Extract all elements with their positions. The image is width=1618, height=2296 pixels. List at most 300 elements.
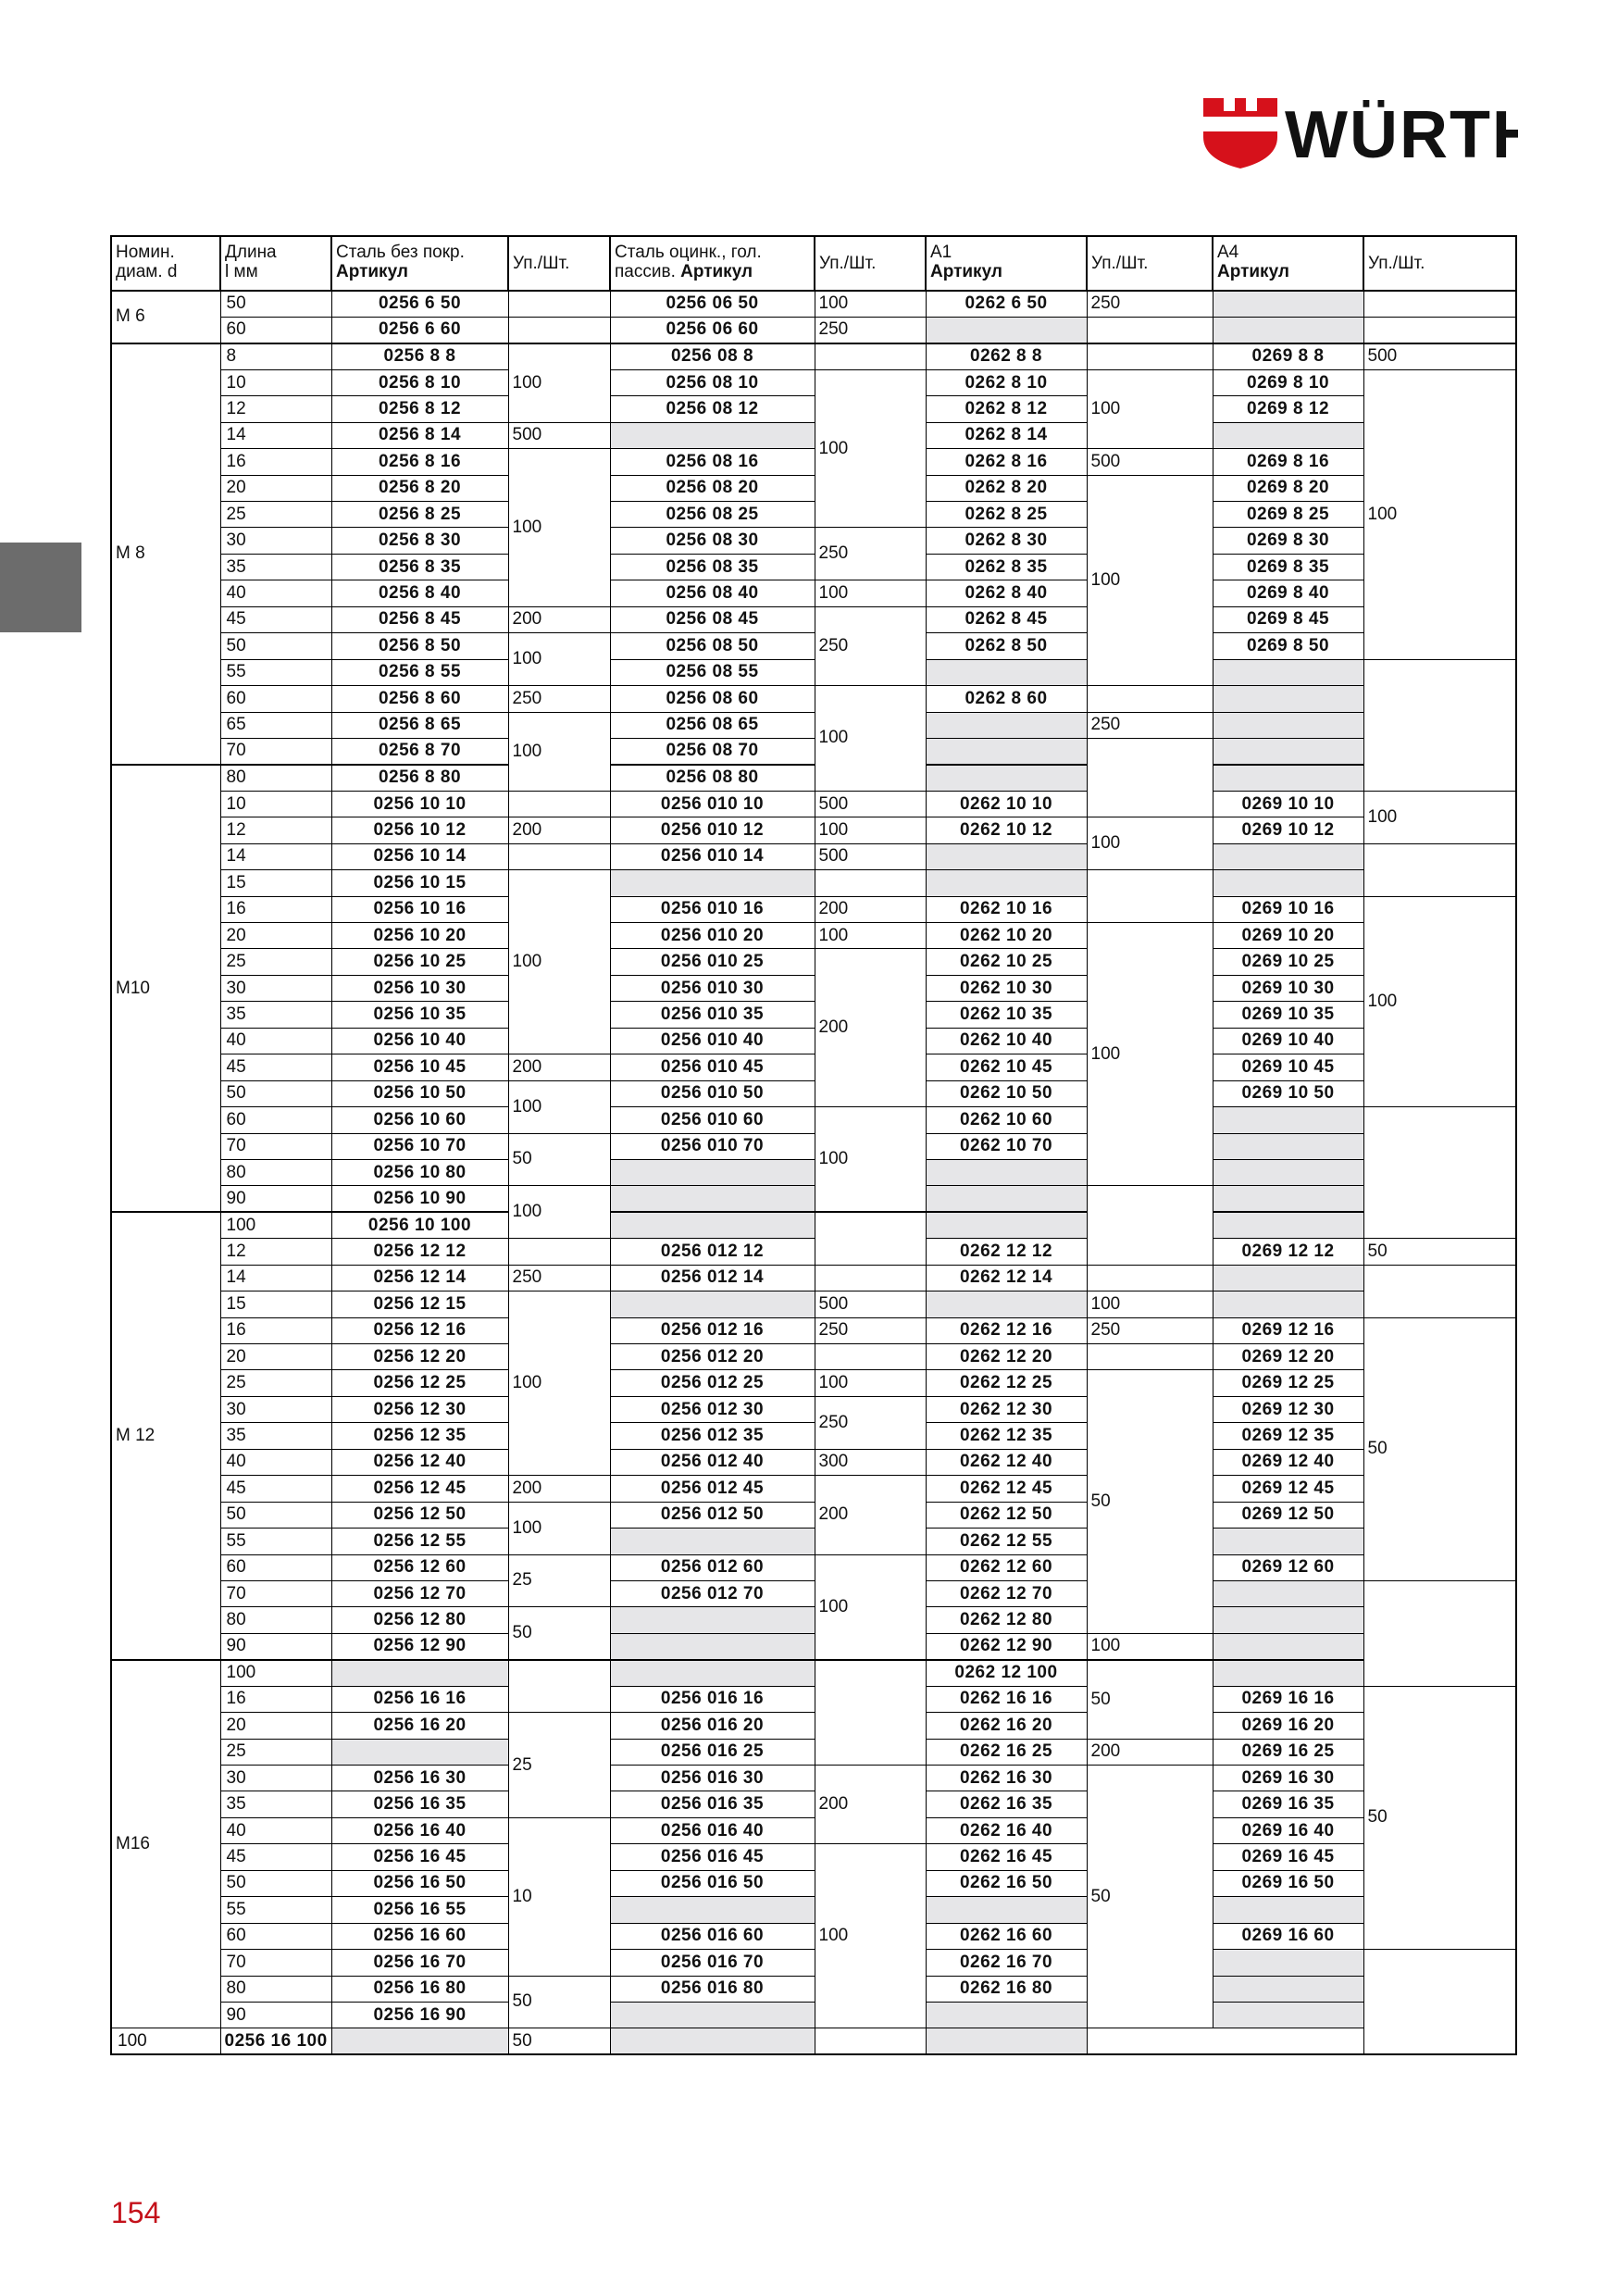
table-row <box>111 1633 1516 1659</box>
header-a4: A4 Артикул <box>1213 236 1363 291</box>
table-row <box>111 580 1516 606</box>
table-row <box>111 1133 1516 1159</box>
a4-article-cell: 0269 10 50 <box>1213 1080 1363 1106</box>
a1-article-cell: 0262 12 80 <box>926 1607 1087 1633</box>
a1-article-cell <box>926 765 1087 791</box>
length-cell: 50 <box>220 1080 331 1106</box>
steel-article-cell: 0256 8 65 <box>331 712 508 738</box>
length-cell: 40 <box>220 1028 331 1054</box>
steel-article-cell: 0256 12 45 <box>331 1476 508 1502</box>
header-length: Длина l мм <box>220 236 331 291</box>
a4-article-cell: 0269 16 16 <box>1213 1686 1363 1712</box>
steel-article-cell: 0256 16 20 <box>331 1713 508 1739</box>
zinc-article-cell: 0256 010 40 <box>610 1028 815 1054</box>
steel-article-cell: 0256 10 15 <box>331 870 508 896</box>
length-cell: 14 <box>220 843 331 869</box>
length-cell: 20 <box>220 1713 331 1739</box>
zinc-article-cell: 0256 016 40 <box>610 1817 815 1843</box>
a1-article-cell: 0262 12 60 <box>926 1554 1087 1580</box>
a4-article-cell <box>1213 1107 1363 1133</box>
a1-article-cell <box>926 659 1087 685</box>
zinc-article-cell: 0256 010 12 <box>610 817 815 843</box>
a4-article-cell: 0269 10 16 <box>1213 896 1363 922</box>
length-cell: 45 <box>220 1476 331 1502</box>
steel-article-cell: 0256 10 35 <box>331 1002 508 1028</box>
a1-article-cell <box>926 1897 1087 1923</box>
a4-article-cell: 0269 10 30 <box>1213 975 1363 1001</box>
a1-article-cell <box>926 2002 1087 2028</box>
a1-article-cell: 0262 12 55 <box>926 1529 1087 1554</box>
steel-article-cell: 0256 16 16 <box>331 1686 508 1712</box>
pack-qty-cell <box>1363 843 1516 896</box>
a4-article-cell <box>1213 1292 1363 1317</box>
length-cell: 35 <box>220 1791 331 1817</box>
pack-qty-cell: 250 <box>1087 291 1213 317</box>
table-row <box>111 1686 1516 1712</box>
pack-qty-cell: 100 <box>815 1107 926 1213</box>
table-row <box>111 1449 1516 1475</box>
a4-article-cell: 0269 8 10 <box>1213 369 1363 395</box>
a1-article-cell: 0262 12 100 <box>926 1660 1087 1686</box>
length-cell: 14 <box>220 1265 331 1291</box>
pack-qty-cell: 500 <box>815 843 926 869</box>
steel-article-cell: 0256 12 60 <box>331 1554 508 1580</box>
a1-article-cell: 0262 8 60 <box>926 686 1087 712</box>
length-cell: 16 <box>220 449 331 475</box>
pack-qty-cell: 100 <box>508 870 610 1054</box>
pack-qty-cell: 100 <box>508 633 610 686</box>
a1-article-cell <box>926 317 1087 343</box>
zinc-article-cell: 0256 010 70 <box>610 1133 815 1159</box>
pack-qty-cell: 500 <box>1087 449 1213 475</box>
steel-article-cell: 0256 16 100 <box>220 2028 331 2054</box>
pack-qty-cell: 100 <box>1087 923 1213 1186</box>
table-row <box>111 1292 1516 1317</box>
a4-article-cell <box>1213 765 1363 791</box>
steel-article-cell: 0256 10 100 <box>331 1212 508 1238</box>
table-row <box>111 949 1516 975</box>
length-cell: 55 <box>220 1529 331 1554</box>
steel-article-cell: 0256 12 12 <box>331 1239 508 1265</box>
pack-qty-cell <box>1363 1107 1516 1239</box>
steel-article-cell: 0256 12 30 <box>331 1396 508 1422</box>
a4-article-cell: 0269 12 40 <box>1213 1449 1363 1475</box>
steel-article-cell: 0256 10 12 <box>331 817 508 843</box>
a4-article-cell: 0269 12 30 <box>1213 1396 1363 1422</box>
table-row <box>111 2028 1516 2054</box>
zinc-article-cell: 0256 012 45 <box>610 1476 815 1502</box>
pack-qty-cell <box>508 317 610 343</box>
length-cell: 80 <box>220 1607 331 1633</box>
length-cell: 35 <box>220 1002 331 1028</box>
pack-qty-cell: 100 <box>815 1554 926 1660</box>
a1-article-cell: 0262 12 90 <box>926 1633 1087 1659</box>
steel-article-cell: 0256 12 14 <box>331 1265 508 1291</box>
steel-article-cell: 0256 12 25 <box>331 1370 508 1396</box>
table-row <box>111 1002 1516 1028</box>
pack-qty-cell <box>1363 1265 1516 1317</box>
pack-qty-cell: 50 <box>508 1976 610 2028</box>
a4-article-cell: 0269 12 16 <box>1213 1317 1363 1343</box>
pack-qty-cell <box>508 843 610 869</box>
zinc-article-cell: 0256 08 50 <box>610 633 815 659</box>
zinc-article-cell: 0256 08 45 <box>610 606 815 632</box>
pack-qty-cell: 100 <box>1087 1292 1213 1317</box>
a1-article-cell: 0262 12 45 <box>926 1476 1087 1502</box>
table-row <box>111 843 1516 869</box>
pack-qty-cell: 50 <box>1363 1686 1516 1949</box>
a4-article-cell <box>1213 686 1363 712</box>
zinc-article-cell: 0256 010 50 <box>610 1080 815 1106</box>
pack-qty-cell: 200 <box>508 817 610 843</box>
table-row <box>111 1766 1516 1791</box>
steel-article-cell: 0256 12 70 <box>331 1580 508 1606</box>
a1-article-cell: 0262 12 20 <box>926 1344 1087 1370</box>
pack-qty-cell <box>508 1660 610 1713</box>
steel-article-cell: 0256 8 30 <box>331 528 508 554</box>
a1-article-cell: 0262 16 45 <box>926 1844 1087 1870</box>
a4-article-cell <box>1213 870 1363 896</box>
steel-article-cell: 0256 8 40 <box>331 580 508 606</box>
pack-qty-cell: 100 <box>815 817 926 843</box>
a4-article-cell <box>1213 843 1363 869</box>
steel-article-cell: 0256 8 60 <box>331 686 508 712</box>
a1-article-cell: 0262 16 50 <box>926 1870 1087 1896</box>
a4-article-cell <box>1213 1580 1363 1606</box>
a1-article-cell: 0262 8 20 <box>926 475 1087 501</box>
a1-article-cell: 0262 16 40 <box>926 1817 1087 1843</box>
a4-article-cell <box>926 2028 1087 2054</box>
length-cell: 65 <box>220 712 331 738</box>
length-cell: 12 <box>220 396 331 422</box>
pack-qty-cell <box>1363 291 1516 317</box>
pack-qty-cell <box>508 291 610 317</box>
a4-article-cell: 0269 10 20 <box>1213 923 1363 949</box>
steel-article-cell: 0256 8 16 <box>331 449 508 475</box>
length-cell: 16 <box>220 896 331 922</box>
length-cell: 25 <box>220 1370 331 1396</box>
pack-qty-cell <box>815 870 926 896</box>
zinc-article-cell: 0256 010 60 <box>610 1107 815 1133</box>
zinc-article-cell: 0256 016 30 <box>610 1766 815 1791</box>
table-row <box>111 1976 1516 2002</box>
a4-article-cell: 0269 16 40 <box>1213 1817 1363 1843</box>
steel-article-cell: 0256 12 40 <box>331 1449 508 1475</box>
pack-qty-cell: 50 <box>1363 1239 1516 1265</box>
a4-article-cell: 0269 8 12 <box>1213 396 1363 422</box>
pack-qty-cell <box>815 1265 926 1291</box>
page-number: 154 <box>111 2196 161 2229</box>
length-cell: 8 <box>220 343 331 369</box>
steel-article-cell: 0256 8 12 <box>331 396 508 422</box>
table-row <box>111 343 1516 369</box>
steel-article-cell: 0256 10 60 <box>331 1107 508 1133</box>
pack-qty-cell <box>1087 343 1213 369</box>
pack-qty-cell: 50 <box>1087 1370 1213 1633</box>
wurth-logo <box>1203 98 1518 168</box>
zinc-article-cell: 0256 08 60 <box>610 686 815 712</box>
steel-article-cell: 0256 8 20 <box>331 475 508 501</box>
zinc-article-cell: 0256 08 16 <box>610 449 815 475</box>
zinc-article-cell: 0256 08 40 <box>610 580 815 606</box>
pack-qty-cell: 250 <box>815 1317 926 1343</box>
pack-qty-cell: 100 <box>815 686 926 792</box>
zinc-article-cell: 0256 012 40 <box>610 1449 815 1475</box>
zinc-article-cell <box>610 1529 815 1554</box>
length-cell: 90 <box>220 2002 331 2028</box>
pack-qty-cell: 250 <box>815 606 926 685</box>
pack-qty-cell: 250 <box>815 528 926 580</box>
pack-qty-cell: 500 <box>815 791 926 817</box>
length-cell: 25 <box>220 949 331 975</box>
zinc-article-cell <box>610 1159 815 1185</box>
pack-qty-cell <box>1363 317 1516 343</box>
steel-article-cell: 0256 8 50 <box>331 633 508 659</box>
length-cell: 25 <box>220 1739 331 1765</box>
a4-article-cell: 0269 8 50 <box>1213 633 1363 659</box>
pack-qty-cell: 10 <box>508 1817 610 1976</box>
pack-qty-cell: 100 <box>1363 896 1516 1107</box>
table-row <box>111 1897 1516 1923</box>
a1-article-cell <box>926 712 1087 738</box>
pack-qty-cell: 100 <box>508 1502 610 1554</box>
table-row <box>111 1844 1516 1870</box>
zinc-article-cell: 0256 010 10 <box>610 791 815 817</box>
length-cell: 100 <box>220 1212 331 1238</box>
zinc-article-cell: 0256 08 30 <box>610 528 815 554</box>
pack-qty-cell <box>1363 1950 1516 2055</box>
pack-qty-cell: 200 <box>508 1476 610 1502</box>
zinc-article-cell: 0256 016 25 <box>610 1739 815 1765</box>
steel-article-cell: 0256 8 25 <box>331 502 508 528</box>
a4-article-cell: 0269 8 8 <box>1213 343 1363 369</box>
table-row <box>111 1554 1516 1580</box>
length-cell: 20 <box>220 923 331 949</box>
a4-article-cell: 0269 16 50 <box>1213 1870 1363 1896</box>
diameter-cell: M 8 <box>111 343 220 765</box>
a4-article-cell: 0269 8 40 <box>1213 580 1363 606</box>
a4-article-cell: 0269 10 10 <box>1213 791 1363 817</box>
table-row <box>111 1423 1516 1449</box>
a4-article-cell: 0269 8 25 <box>1213 502 1363 528</box>
zinc-article-cell: 0256 016 45 <box>610 1844 815 1870</box>
steel-article-cell: 0256 12 55 <box>331 1529 508 1554</box>
a1-article-cell: 0262 12 14 <box>926 1265 1087 1291</box>
zinc-article-cell <box>610 870 815 896</box>
zinc-article-cell: 0256 016 20 <box>610 1713 815 1739</box>
a4-article-cell <box>1213 1159 1363 1185</box>
table-row <box>111 1317 1516 1343</box>
pack-qty-cell: 100 <box>508 1186 610 1239</box>
steel-article-cell: 0256 10 45 <box>331 1054 508 1080</box>
table-row <box>111 528 1516 554</box>
steel-article-cell: 0256 10 30 <box>331 975 508 1001</box>
a4-article-cell: 0269 8 20 <box>1213 475 1363 501</box>
a4-article-cell <box>1213 422 1363 448</box>
a1-article-cell: 0262 8 50 <box>926 633 1087 659</box>
a4-article-cell <box>1213 659 1363 685</box>
a1-article-cell: 0262 16 80 <box>926 1976 1087 2002</box>
product-table <box>110 235 1517 2055</box>
zinc-article-cell: 0256 08 80 <box>610 765 815 791</box>
a4-article-cell: 0269 10 45 <box>1213 1054 1363 1080</box>
length-cell: 14 <box>220 422 331 448</box>
length-cell: 55 <box>220 659 331 685</box>
a1-article-cell <box>926 1212 1087 1238</box>
length-cell: 10 <box>220 791 331 817</box>
a4-article-cell: 0269 16 60 <box>1213 1923 1363 1949</box>
zinc-article-cell: 0256 08 25 <box>610 502 815 528</box>
a4-article-cell <box>1213 1633 1363 1659</box>
zinc-article-cell <box>610 1633 815 1659</box>
table-row <box>111 870 1516 896</box>
pack-qty-cell <box>1087 738 1213 817</box>
steel-article-cell: 0256 12 90 <box>331 1633 508 1659</box>
table-row <box>111 1739 1516 1765</box>
zinc-article-cell: 0256 08 65 <box>610 712 815 738</box>
zinc-article-cell <box>610 422 815 448</box>
diameter-cell: M 6 <box>111 291 220 343</box>
pack-qty-cell <box>1363 659 1516 791</box>
a4-article-cell <box>1213 1976 1363 2002</box>
table-row <box>111 765 1516 791</box>
zinc-article-cell: 0256 012 50 <box>610 1502 815 1528</box>
a4-article-cell: 0269 8 30 <box>1213 528 1363 554</box>
steel-article-cell <box>331 1660 508 1686</box>
length-cell: 60 <box>220 686 331 712</box>
steel-article-cell: 0256 12 35 <box>331 1423 508 1449</box>
pack-qty-cell: 25 <box>508 1713 610 1818</box>
table-row <box>111 1870 1516 1896</box>
a4-article-cell <box>1213 1897 1363 1923</box>
a1-article-cell: 0262 10 16 <box>926 896 1087 922</box>
a4-article-cell: 0269 16 30 <box>1213 1766 1363 1791</box>
zinc-article-cell <box>610 1186 815 1212</box>
a1-article-cell: 0262 12 40 <box>926 1449 1087 1475</box>
steel-article-cell: 0256 10 80 <box>331 1159 508 1185</box>
a1-article-cell: 0262 10 45 <box>926 1054 1087 1080</box>
length-cell: 40 <box>220 580 331 606</box>
zinc-article-cell <box>610 1212 815 1238</box>
steel-article-cell: 0256 16 50 <box>331 1870 508 1896</box>
pack-qty-cell <box>1087 1186 1213 1265</box>
zinc-article-cell: 0256 08 8 <box>610 343 815 369</box>
steel-article-cell: 0256 16 40 <box>331 1817 508 1843</box>
pack-qty-cell: 250 <box>815 1396 926 1449</box>
length-cell: 40 <box>220 1817 331 1843</box>
pack-qty-cell: 250 <box>508 686 610 712</box>
length-cell: 70 <box>220 1950 331 1976</box>
a1-article-cell: 0262 10 30 <box>926 975 1087 1001</box>
zinc-article-cell: 0256 012 70 <box>610 1580 815 1606</box>
table-row <box>111 738 1516 764</box>
header-row <box>111 236 1516 291</box>
pack-qty-cell: 100 <box>1087 475 1213 686</box>
pack-qty-cell: 100 <box>508 449 610 607</box>
header-a1: A1 Артикул <box>926 236 1087 291</box>
pack-qty-cell: 100 <box>815 369 926 528</box>
length-cell: 70 <box>220 1133 331 1159</box>
table-row <box>111 1580 1516 1606</box>
table-row <box>111 1476 1516 1502</box>
table-row <box>111 923 1516 949</box>
a1-article-cell: 0262 12 50 <box>926 1502 1087 1528</box>
a1-article-cell: 0262 10 50 <box>926 1080 1087 1106</box>
steel-article-cell: 0256 10 14 <box>331 843 508 869</box>
steel-article-cell: 0256 16 70 <box>331 1950 508 1976</box>
pack-qty-cell <box>815 1344 926 1370</box>
a4-article-cell: 0269 8 35 <box>1213 554 1363 580</box>
pack-qty-cell: 500 <box>508 422 610 448</box>
a4-article-cell <box>1213 1265 1363 1291</box>
length-cell: 60 <box>220 1923 331 1949</box>
pack-qty-cell: 250 <box>815 317 926 343</box>
zinc-article-cell: 0256 08 35 <box>610 554 815 580</box>
pack-qty-cell: 300 <box>815 1449 926 1475</box>
zinc-article-cell: 0256 010 20 <box>610 923 815 949</box>
steel-article-cell: 0256 16 90 <box>331 2002 508 2028</box>
table-row <box>111 659 1516 685</box>
steel-article-cell: 0256 8 80 <box>331 765 508 791</box>
pack-qty-cell: 50 <box>1087 1766 1213 2028</box>
table-row <box>111 1529 1516 1554</box>
length-cell: 20 <box>220 475 331 501</box>
zinc-article-cell: 0256 012 12 <box>610 1239 815 1265</box>
zinc-article-cell: 0256 016 80 <box>610 1976 815 2002</box>
pack-qty-cell: 100 <box>815 923 926 949</box>
table-row <box>111 1028 1516 1054</box>
table-row <box>111 422 1516 448</box>
a1-article-cell: 0262 16 16 <box>926 1686 1087 1712</box>
a1-article-cell: 0262 12 70 <box>926 1580 1087 1606</box>
a4-article-cell: 0269 12 12 <box>1213 1239 1363 1265</box>
a4-article-cell: 0269 8 16 <box>1213 449 1363 475</box>
pack-qty-cell: 100 <box>1087 817 1213 870</box>
table-row <box>111 1502 1516 1528</box>
a1-article-cell: 0262 8 45 <box>926 606 1087 632</box>
a1-article-cell <box>926 1159 1087 1185</box>
pack-qty-cell: 250 <box>508 1265 610 1291</box>
table-row <box>111 396 1516 422</box>
table-row <box>111 1239 1516 1265</box>
a1-article-cell: 0262 10 70 <box>926 1133 1087 1159</box>
a1-article-cell: 0262 6 50 <box>926 291 1087 317</box>
zinc-article-cell: 0256 012 25 <box>610 1370 815 1396</box>
length-cell: 80 <box>220 1159 331 1185</box>
length-cell: 90 <box>220 1186 331 1212</box>
pack-qty-cell <box>815 2028 926 2054</box>
pack-qty-cell <box>1087 686 1213 712</box>
a1-article-cell: 0262 10 10 <box>926 791 1087 817</box>
header-diameter: Номин. диам. d <box>111 236 220 291</box>
a4-article-cell: 0269 8 45 <box>1213 606 1363 632</box>
pack-qty-cell: 50 <box>508 2028 610 2054</box>
table-row <box>111 554 1516 580</box>
pack-qty-cell: 100 <box>508 1080 610 1133</box>
a1-article-cell: 0262 16 70 <box>926 1950 1087 1976</box>
length-cell: 35 <box>220 554 331 580</box>
pack-qty-cell: 200 <box>815 1766 926 1844</box>
length-cell: 30 <box>220 975 331 1001</box>
pack-qty-cell <box>1087 1344 1213 1370</box>
zinc-article-cell: 0256 08 70 <box>610 738 815 764</box>
a1-article-cell: 0262 10 40 <box>926 1028 1087 1054</box>
steel-article-cell: 0256 16 30 <box>331 1766 508 1791</box>
table-row <box>111 712 1516 738</box>
pack-qty-cell <box>1087 1265 1213 1291</box>
length-cell: 50 <box>220 291 331 317</box>
zinc-article-cell: 0256 016 50 <box>610 1870 815 1896</box>
